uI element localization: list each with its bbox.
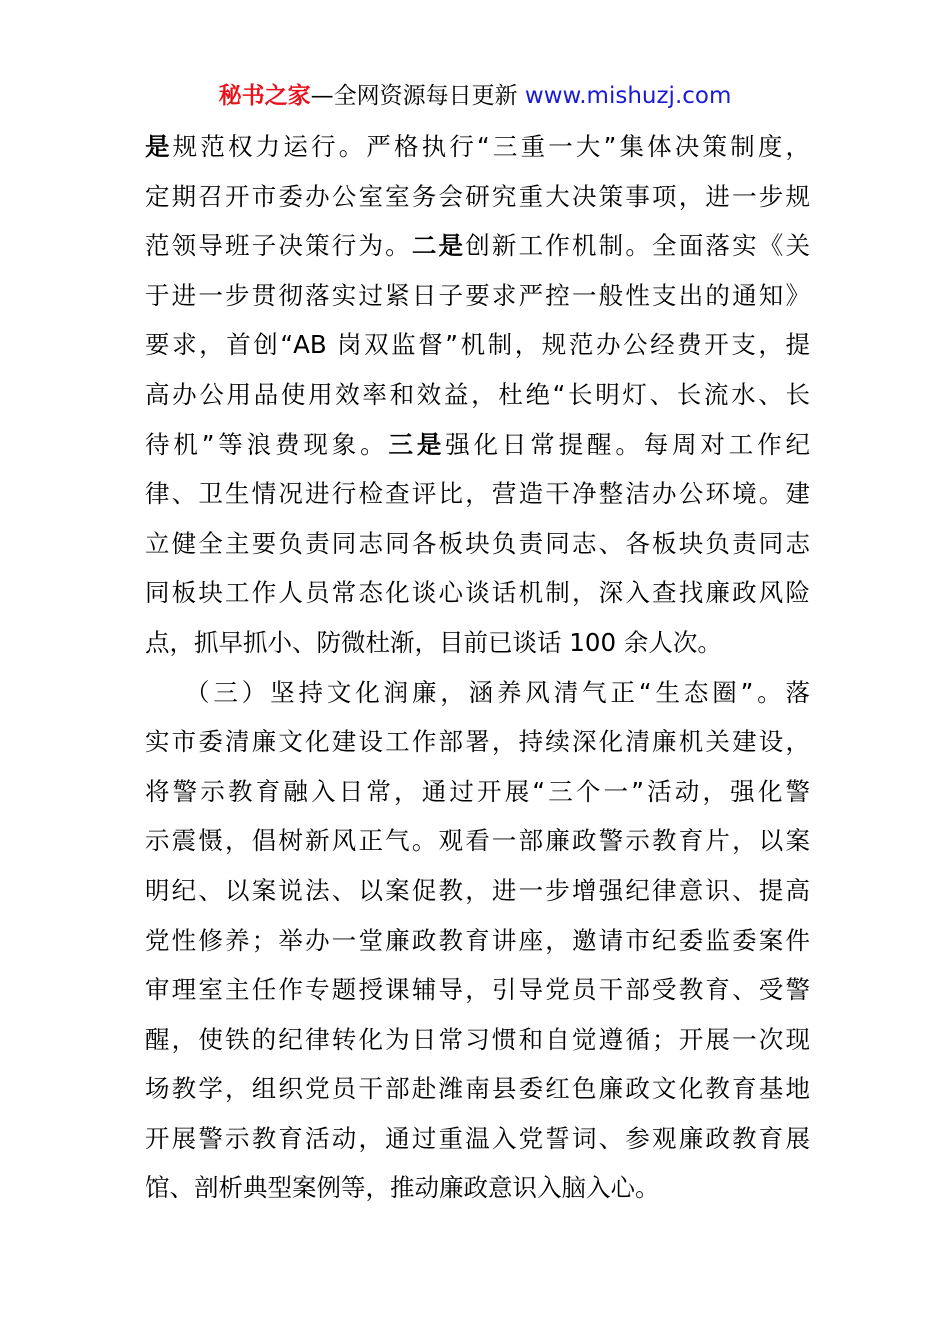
text-line	[145, 767, 810, 817]
document-body	[145, 122, 810, 1213]
text-line	[145, 1015, 810, 1065]
text-line	[145, 618, 810, 668]
text-line	[145, 866, 810, 916]
line-text: 高办公用品使用效率和效益，杜绝“长明灯、长流水、长	[145, 379, 810, 409]
bold-lead-text: 二是	[411, 231, 466, 261]
line-text: 定期召开市委办公室室务会研究重大决策事项，进一步规	[145, 181, 810, 211]
text-line	[145, 320, 810, 370]
text-line	[145, 221, 810, 271]
text-line	[145, 271, 810, 321]
line-text: 场教学，组织党员干部赴潍南县委红色廉政文化教育基地	[145, 1074, 810, 1104]
text-line	[145, 1163, 810, 1213]
line-text: 同板块工作人员常态化谈心谈话机制，深入查找廉政风险	[145, 578, 810, 608]
text-line	[145, 568, 810, 618]
text-line	[145, 916, 810, 966]
text-line	[145, 420, 810, 470]
site-brand: 秘书之家	[218, 83, 311, 109]
line-text: 强化日常提醒。每周对工作纪	[445, 429, 811, 459]
line-text: 于进一步贯彻落实过紧日子要求严控一般性支出的通知》	[145, 280, 810, 310]
line-text: 立健全主要负责同志同各板块负责同志、各板块负责同志	[145, 528, 810, 558]
page-header	[0, 80, 950, 112]
line-text: 审理室主任作专题授课辅导，引导党员干部受教育、受警	[145, 975, 810, 1005]
line-text: 示震慑，倡树新风正气。观看一部廉政警示教育片，以案	[145, 826, 810, 856]
line-text: 范领导班子决策行为。	[145, 231, 412, 261]
line-text: 将警示教育融入日常，通过开展“三个一”活动，强化警	[145, 776, 810, 806]
bold-lead-text: 三是	[388, 429, 446, 459]
section-heading-line	[145, 668, 810, 718]
text-line	[145, 1114, 810, 1164]
text-line	[145, 469, 810, 519]
line-text: 创新工作机制。全面落实《关	[465, 231, 810, 261]
bold-lead-text: 是	[145, 132, 173, 161]
text-line	[145, 122, 810, 172]
text-line	[145, 172, 810, 222]
line-text: 党性修养；举办一堂廉政教育讲座，邀请市纪委监委案件	[145, 925, 810, 955]
line-text: 开展警示教育活动，通过重温入党誓词、参观廉政教育展	[145, 1123, 810, 1153]
line-text: （三）坚持文化润廉，涵养风清气正“生态圈”。落	[185, 677, 810, 707]
line-text: 律、卫生情况进行检查评比，营造干净整洁办公环境。建	[145, 479, 810, 509]
text-line	[145, 519, 810, 569]
line-text: 点，抓早抓小、防微杜渐，目前已谈话 100 余人次。	[145, 627, 722, 657]
text-line	[145, 370, 810, 420]
line-text: 待机”等浪费现象。	[145, 429, 389, 459]
text-line	[145, 965, 810, 1015]
line-text: 明纪、以案说法、以案促教，进一步增强纪律意识、提高	[145, 875, 810, 905]
line-text: 醒，使铁的纪律转化为日常习惯和自觉遵循；开展一次现	[145, 1024, 810, 1054]
line-text: 实市委清廉文化建设工作部署，持续深化清廉机关建设，	[145, 727, 810, 757]
line-text: 规范权力运行。严格执行“三重一大”集体决策制度，	[172, 132, 810, 161]
text-line	[145, 816, 810, 866]
site-tagline: —全网资源每日更新	[310, 83, 518, 109]
site-url-link[interactable]: www.mishuzj.com	[524, 83, 732, 109]
line-text: 馆、剖析典型案例等，推动廉政意识入脑入心。	[145, 1173, 660, 1203]
text-line	[145, 1064, 810, 1114]
text-line	[145, 717, 810, 767]
line-text: 要求，首创“AB 岗双监督”机制，规范办公经费开支，提	[145, 330, 810, 360]
